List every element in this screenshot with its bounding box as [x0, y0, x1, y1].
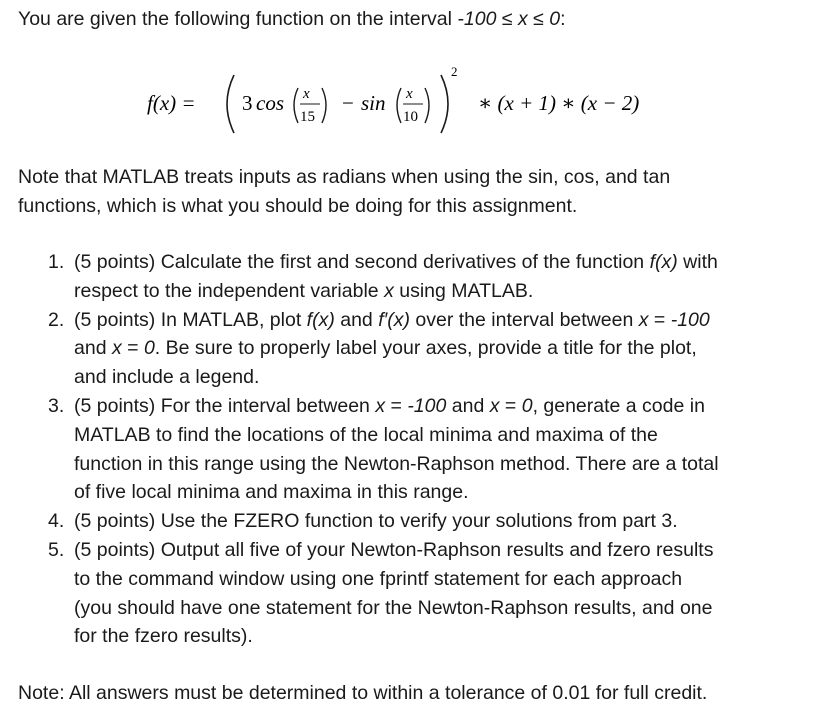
text-segment: of five local minima and maxima in this range.	[74, 481, 469, 504]
list-item-line	[74, 594, 798, 623]
text-segment: respect to the independent variable	[74, 279, 385, 302]
list-item-line	[74, 478, 798, 507]
function-formula	[0, 52, 816, 142]
math-variable: 0	[521, 394, 533, 417]
list-item-number: 5.	[48, 538, 65, 561]
list-item	[18, 306, 798, 392]
list-item-line	[74, 306, 798, 335]
math-variable: x	[375, 394, 386, 417]
text-segment: (5 points) Use the FZERO function to verify your solutions from part 3.	[74, 510, 678, 533]
text-segment: to the command window using one fprintf statement for each approach	[74, 567, 683, 590]
math-variable: -100	[407, 394, 447, 417]
text-segment: with	[677, 251, 718, 273]
list-item	[18, 392, 798, 507]
formula-lhs: f(x) =	[147, 91, 196, 115]
text-segment: and include a legend.	[74, 366, 260, 389]
math-variable: f′(x)	[378, 308, 410, 331]
note-line-1: Note that MATLAB treats inputs as radians when using the sin, cos, and tan	[18, 166, 671, 188]
formula-coef: 3	[242, 91, 253, 115]
list-item	[18, 248, 798, 306]
cos-left-paren	[294, 88, 298, 123]
text-segment: =	[648, 308, 671, 331]
text-segment: (5 points) For the interval between	[74, 394, 376, 417]
list-item	[18, 536, 798, 651]
cos-right-paren	[322, 88, 326, 123]
outer-left-paren	[227, 75, 234, 133]
text-segment: function in this range using the Newton-Raphson method. There are a total	[74, 452, 719, 475]
list-item-line	[74, 536, 798, 565]
text-segment: and	[446, 394, 490, 417]
intro-suffix: :	[560, 8, 566, 30]
text-segment: using MATLAB.	[393, 279, 534, 302]
math-variable: x	[111, 337, 122, 360]
formula-tail: ∗ (x + 1) ∗ (x − 2)	[478, 91, 640, 115]
intro-sentence	[18, 6, 566, 32]
list-item-line	[74, 507, 798, 536]
list-item-line	[74, 421, 798, 450]
list-item-line	[74, 363, 798, 392]
text-segment: and	[74, 337, 112, 360]
list-item-number: 1.	[48, 251, 65, 273]
formula-cos: cos	[256, 91, 284, 115]
text-segment: (5 points) Calculate the first and second derivatives of the function	[74, 251, 650, 273]
list-item-number: 2.	[48, 308, 65, 331]
text-segment: . Be sure to properly label your axes, provide a title for the plot,	[154, 337, 697, 360]
math-variable: f(x)	[649, 251, 678, 273]
math-variable: f(x)	[306, 308, 335, 331]
list-item-line	[74, 248, 798, 277]
text-segment: , generate a code in	[532, 394, 705, 417]
text-segment: for the fzero results).	[74, 625, 253, 648]
text-segment: =	[499, 394, 522, 417]
note-line-2: functions, which is what you should be doing for this assignment.	[18, 195, 578, 217]
formula-svg	[0, 52, 816, 142]
cos-denominator: 15	[300, 109, 315, 125]
text-segment: MATLAB to find the locations of the local minima and maxima of the	[74, 423, 658, 446]
outer-right-paren	[441, 75, 448, 133]
list-item-line	[74, 450, 798, 479]
math-variable: x	[638, 308, 649, 331]
list-item-number: 3.	[48, 394, 65, 417]
text-segment: =	[385, 394, 408, 417]
list-item-line	[74, 622, 798, 651]
formula-sin: sin	[361, 91, 386, 115]
intro-prefix: You are given the following function on the interval	[18, 8, 458, 30]
formula-minus: −	[342, 91, 354, 115]
text-segment: =	[121, 337, 144, 360]
text-segment: (5 points) In MATLAB, plot	[74, 308, 307, 331]
math-variable: -100	[670, 308, 710, 331]
task-list	[18, 248, 798, 651]
cos-numerator: x	[303, 86, 310, 102]
list-item	[18, 507, 798, 536]
list-item-number: 4.	[48, 510, 65, 533]
intro-interval: -100 ≤ x ≤ 0	[457, 8, 561, 30]
text-segment: (you should have one statement for the Newton-Raphson results, and one	[74, 596, 713, 619]
sin-numerator: x	[406, 86, 413, 102]
math-variable: x	[489, 394, 500, 417]
math-variable: 0	[143, 337, 155, 360]
list-item-line	[74, 277, 798, 306]
formula-exponent: 2	[451, 64, 458, 79]
text-segment: and	[334, 308, 379, 331]
math-variable: x	[384, 279, 394, 302]
footer-note: Note: All answers must be determined to within a tolerance of 0.01 for full credit.	[18, 682, 708, 704]
list-item-line	[74, 334, 798, 363]
sin-denominator: 10	[403, 109, 418, 125]
text-segment: over the interval between	[410, 308, 639, 331]
list-item-line	[74, 392, 798, 421]
sin-left-paren	[397, 88, 401, 123]
text-segment: (5 points) Output all five of your Newton-Raphson results and fzero results	[74, 538, 714, 561]
list-item-line	[74, 565, 798, 594]
sin-right-paren	[425, 88, 429, 123]
